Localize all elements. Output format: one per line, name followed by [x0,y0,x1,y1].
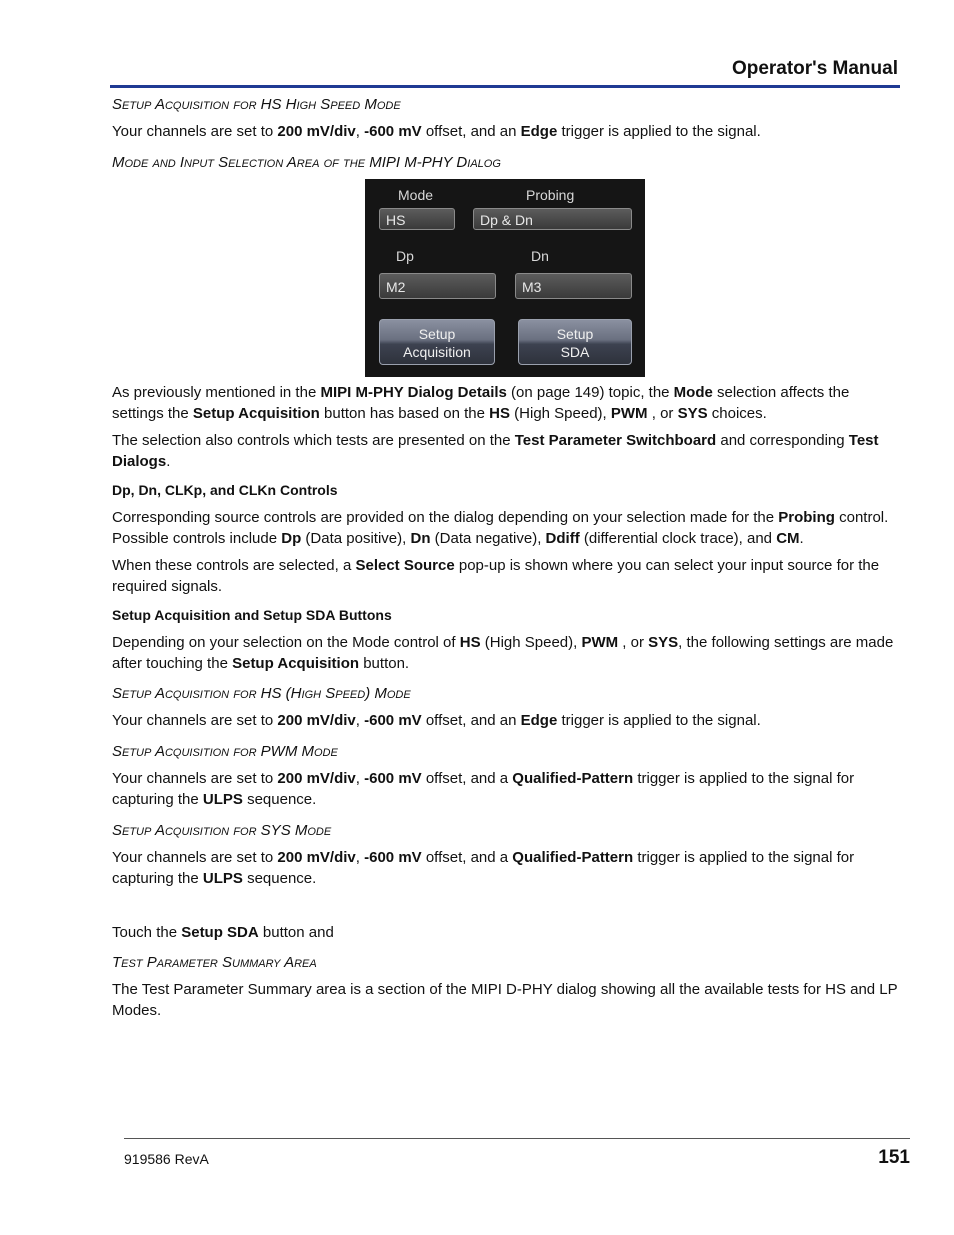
paragraph-select-source: When these controls are selected, a Select Source pop-up is shown where you can select your input source for the required signals. [112,557,880,595]
manual-title: Operator's Manual [731,58,898,79]
heading-setup-acq-pwm: Setup Acquisition for PWM Mode [112,743,338,760]
mipi-mphy-dialog-screenshot [365,179,645,377]
page-number: 151 [878,1147,910,1168]
subheading-source-controls: Dp, Dn, CLKp, and CLKn Controls [112,482,338,498]
mode-select[interactable]: HS [379,208,455,230]
heading-setup-acq-hs: Setup Acquisition for HS High Speed Mode [112,96,401,113]
heading-setup-acq-sys: Setup Acquisition for SYS Mode [112,822,332,839]
header-rule [110,85,900,88]
probing-label: Probing [526,187,575,203]
paragraph-setup-acq-sys: Your channels are set to 200 mV/div, -600 mV offset, and a Qualified-Pattern trigger is applied to the signal for capturing the ULPS sequence. [112,849,855,887]
paragraph-selection-controls: The selection also controls which tests are presented on the Test Parameter Switchboard and corresponding Test Dialogs. [112,432,879,470]
paragraph-mode-selection: As previously mentioned in the MIPI M-PHY Dialog Details (on page 149) topic, the Mode selection affects the settings the Setup Acquisition button has based on the HS (High Speed), PWM , or SYS choices. [112,384,850,422]
setup-sda-button[interactable] [518,319,632,365]
setup-acquisition-line2: Acquisition [403,344,471,360]
probing-select[interactable]: Dp & Dn [473,208,632,230]
setup-acquisition-line1: Setup [418,326,456,342]
setup-acquisition-button[interactable] [379,319,495,365]
mode-label: Mode [398,187,434,203]
subheading-setup-buttons: Setup Acquisition and Setup SDA Buttons [112,607,392,623]
paragraph-test-parameter-summary: The Test Parameter Summary area is a section of the MIPI D-PHY dialog showing all the available tests for HS and LP Modes. [112,981,898,1019]
dp-source-field[interactable]: M2 [379,273,496,299]
heading-test-parameter-summary: Test Parameter Summary Area [112,954,317,971]
paragraph-setup-buttons: Depending on your selection on the Mode control of HS (High Speed), PWM , or SYS, the following settings are made after touching the Setup Acquisition button. [112,634,894,672]
dn-label: Dn [531,248,549,264]
paragraph-source-controls: Corresponding source controls are provided on the dialog depending on your selection made for the Probing control. Possible controls include Dp (Data positive), Dn (Data negative), Ddiff (differential clock trace), and CM. [112,509,889,547]
footer-rule [124,1138,910,1139]
paragraph-setup-acq-hs: Your channels are set to 200 mV/div, -600 mV offset, and an Edge trigger is applied to the signal. [112,123,761,140]
setup-sda-line2: SDA [560,344,590,360]
dp-label: Dp [396,248,414,264]
heading-setup-acq-hs-mode: Setup Acquisition for HS (High Speed) Mode [112,685,411,702]
dn-source-field[interactable]: M3 [515,273,632,299]
paragraph-setup-acq-hs-mode: Your channels are set to 200 mV/div, -600 mV offset, and an Edge trigger is applied to the signal. [112,712,761,729]
setup-sda-line1: Setup [556,326,594,342]
paragraph-touch-setup-sda: Touch the Setup SDA button and [112,924,334,941]
paragraph-setup-acq-pwm: Your channels are set to 200 mV/div, -600 mV offset, and a Qualified-Pattern trigger is applied to the signal for capturing the ULPS sequence. [112,770,855,808]
document-id: 919586 RevA [124,1151,209,1167]
heading-mode-input-selection: Mode and Input Selection Area of the MIPI M-PHY Dialog [112,154,501,171]
